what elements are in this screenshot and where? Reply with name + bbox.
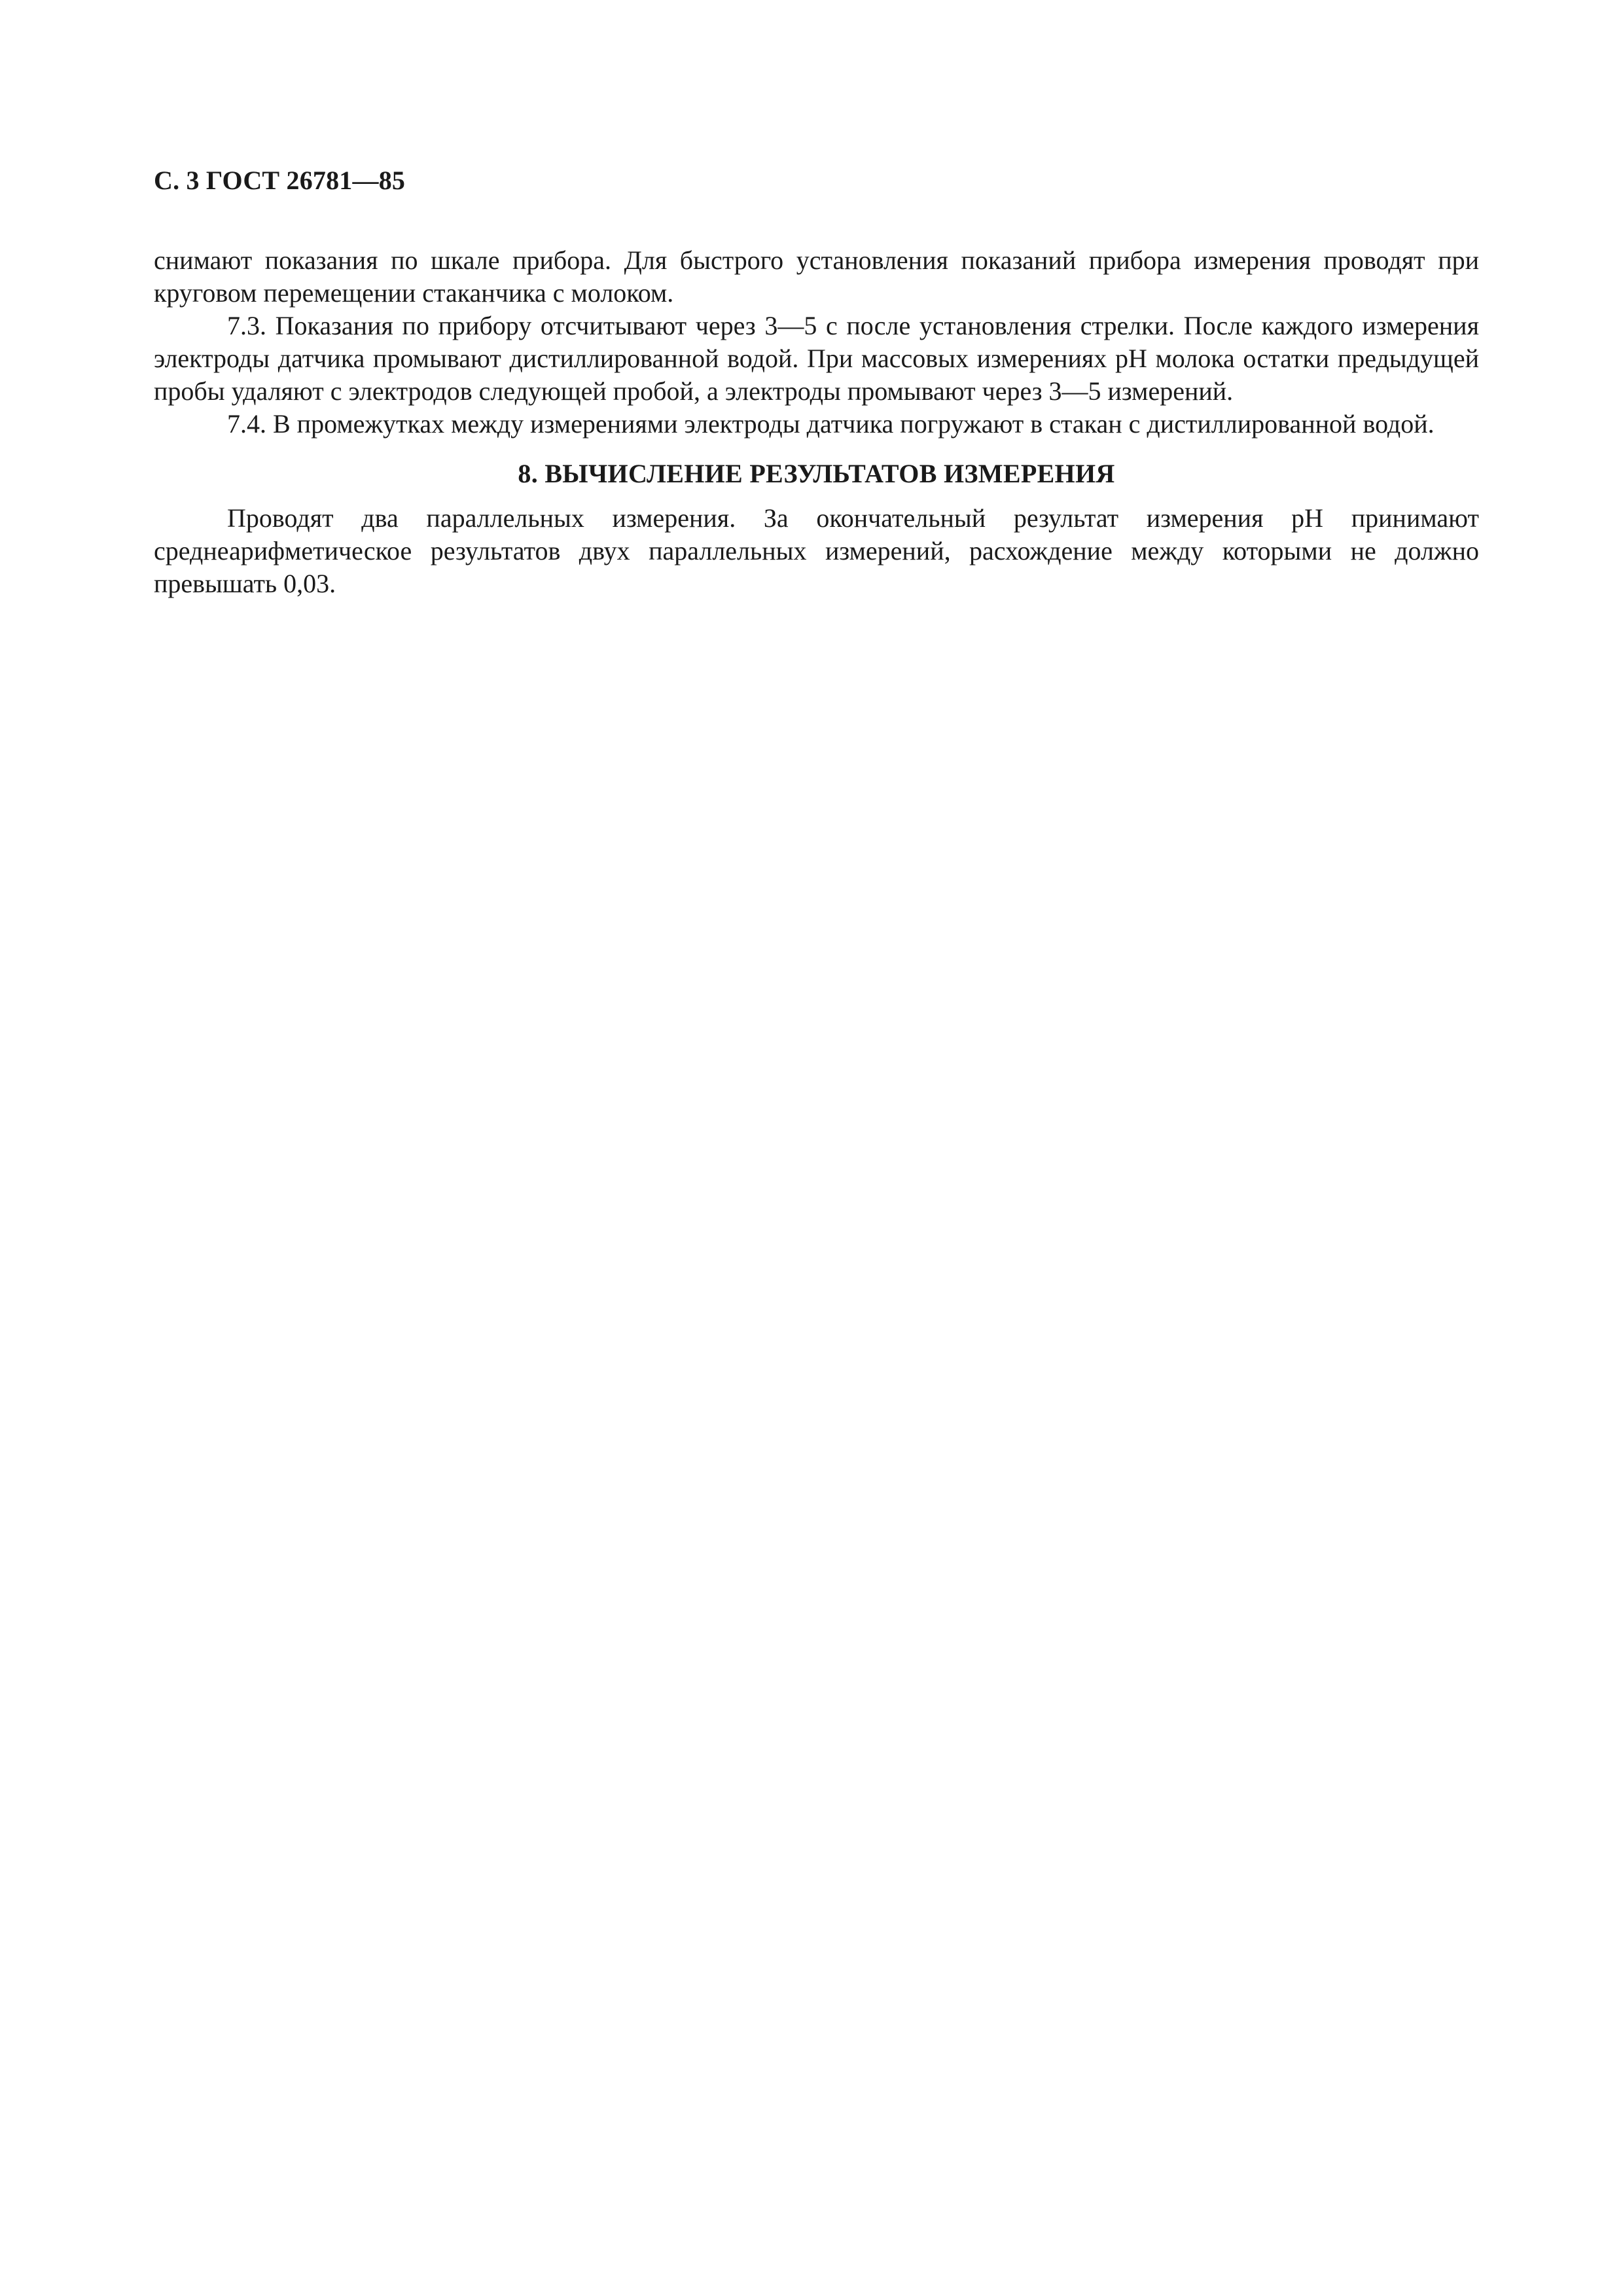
section-8-paragraph: Проводят два параллельных измерения. За окончательный результат измерения pH принимают среднеарифметическое результатов двух параллельных измерений, расхождение между которыми не должно превышать 0,03.: [154, 503, 1479, 598]
continued-paragraph: снимают показания по шкале прибора. Для быстрого установления показаний прибора измерения проводят при круговом перемещении стаканчика с молоком.: [154, 245, 1479, 308]
section-8-heading: 8. ВЫЧИСЛЕНИЕ РЕЗУЛЬТАТОВ ИЗМЕРЕНИЯ: [518, 459, 1115, 488]
page-body: [154, 244, 1479, 600]
running-header: С. 3 ГОСТ 26781—85: [154, 166, 406, 195]
clause-7-4: 7.4. В промежутках между измерениями электроды датчика погружают в стакан с дистиллированной водой.: [227, 409, 1435, 439]
clause-7-3: 7.3. Показания по прибору отсчитывают через 3—5 с после установления стрелки. После каждого измерения электроды датчика промывают дистиллированной водой. При массовых измерениях pH молока остатки предыдущей пробы удаляют с электродов следующей пробой, а электроды промывают через 3—5 измерений.: [154, 311, 1479, 406]
